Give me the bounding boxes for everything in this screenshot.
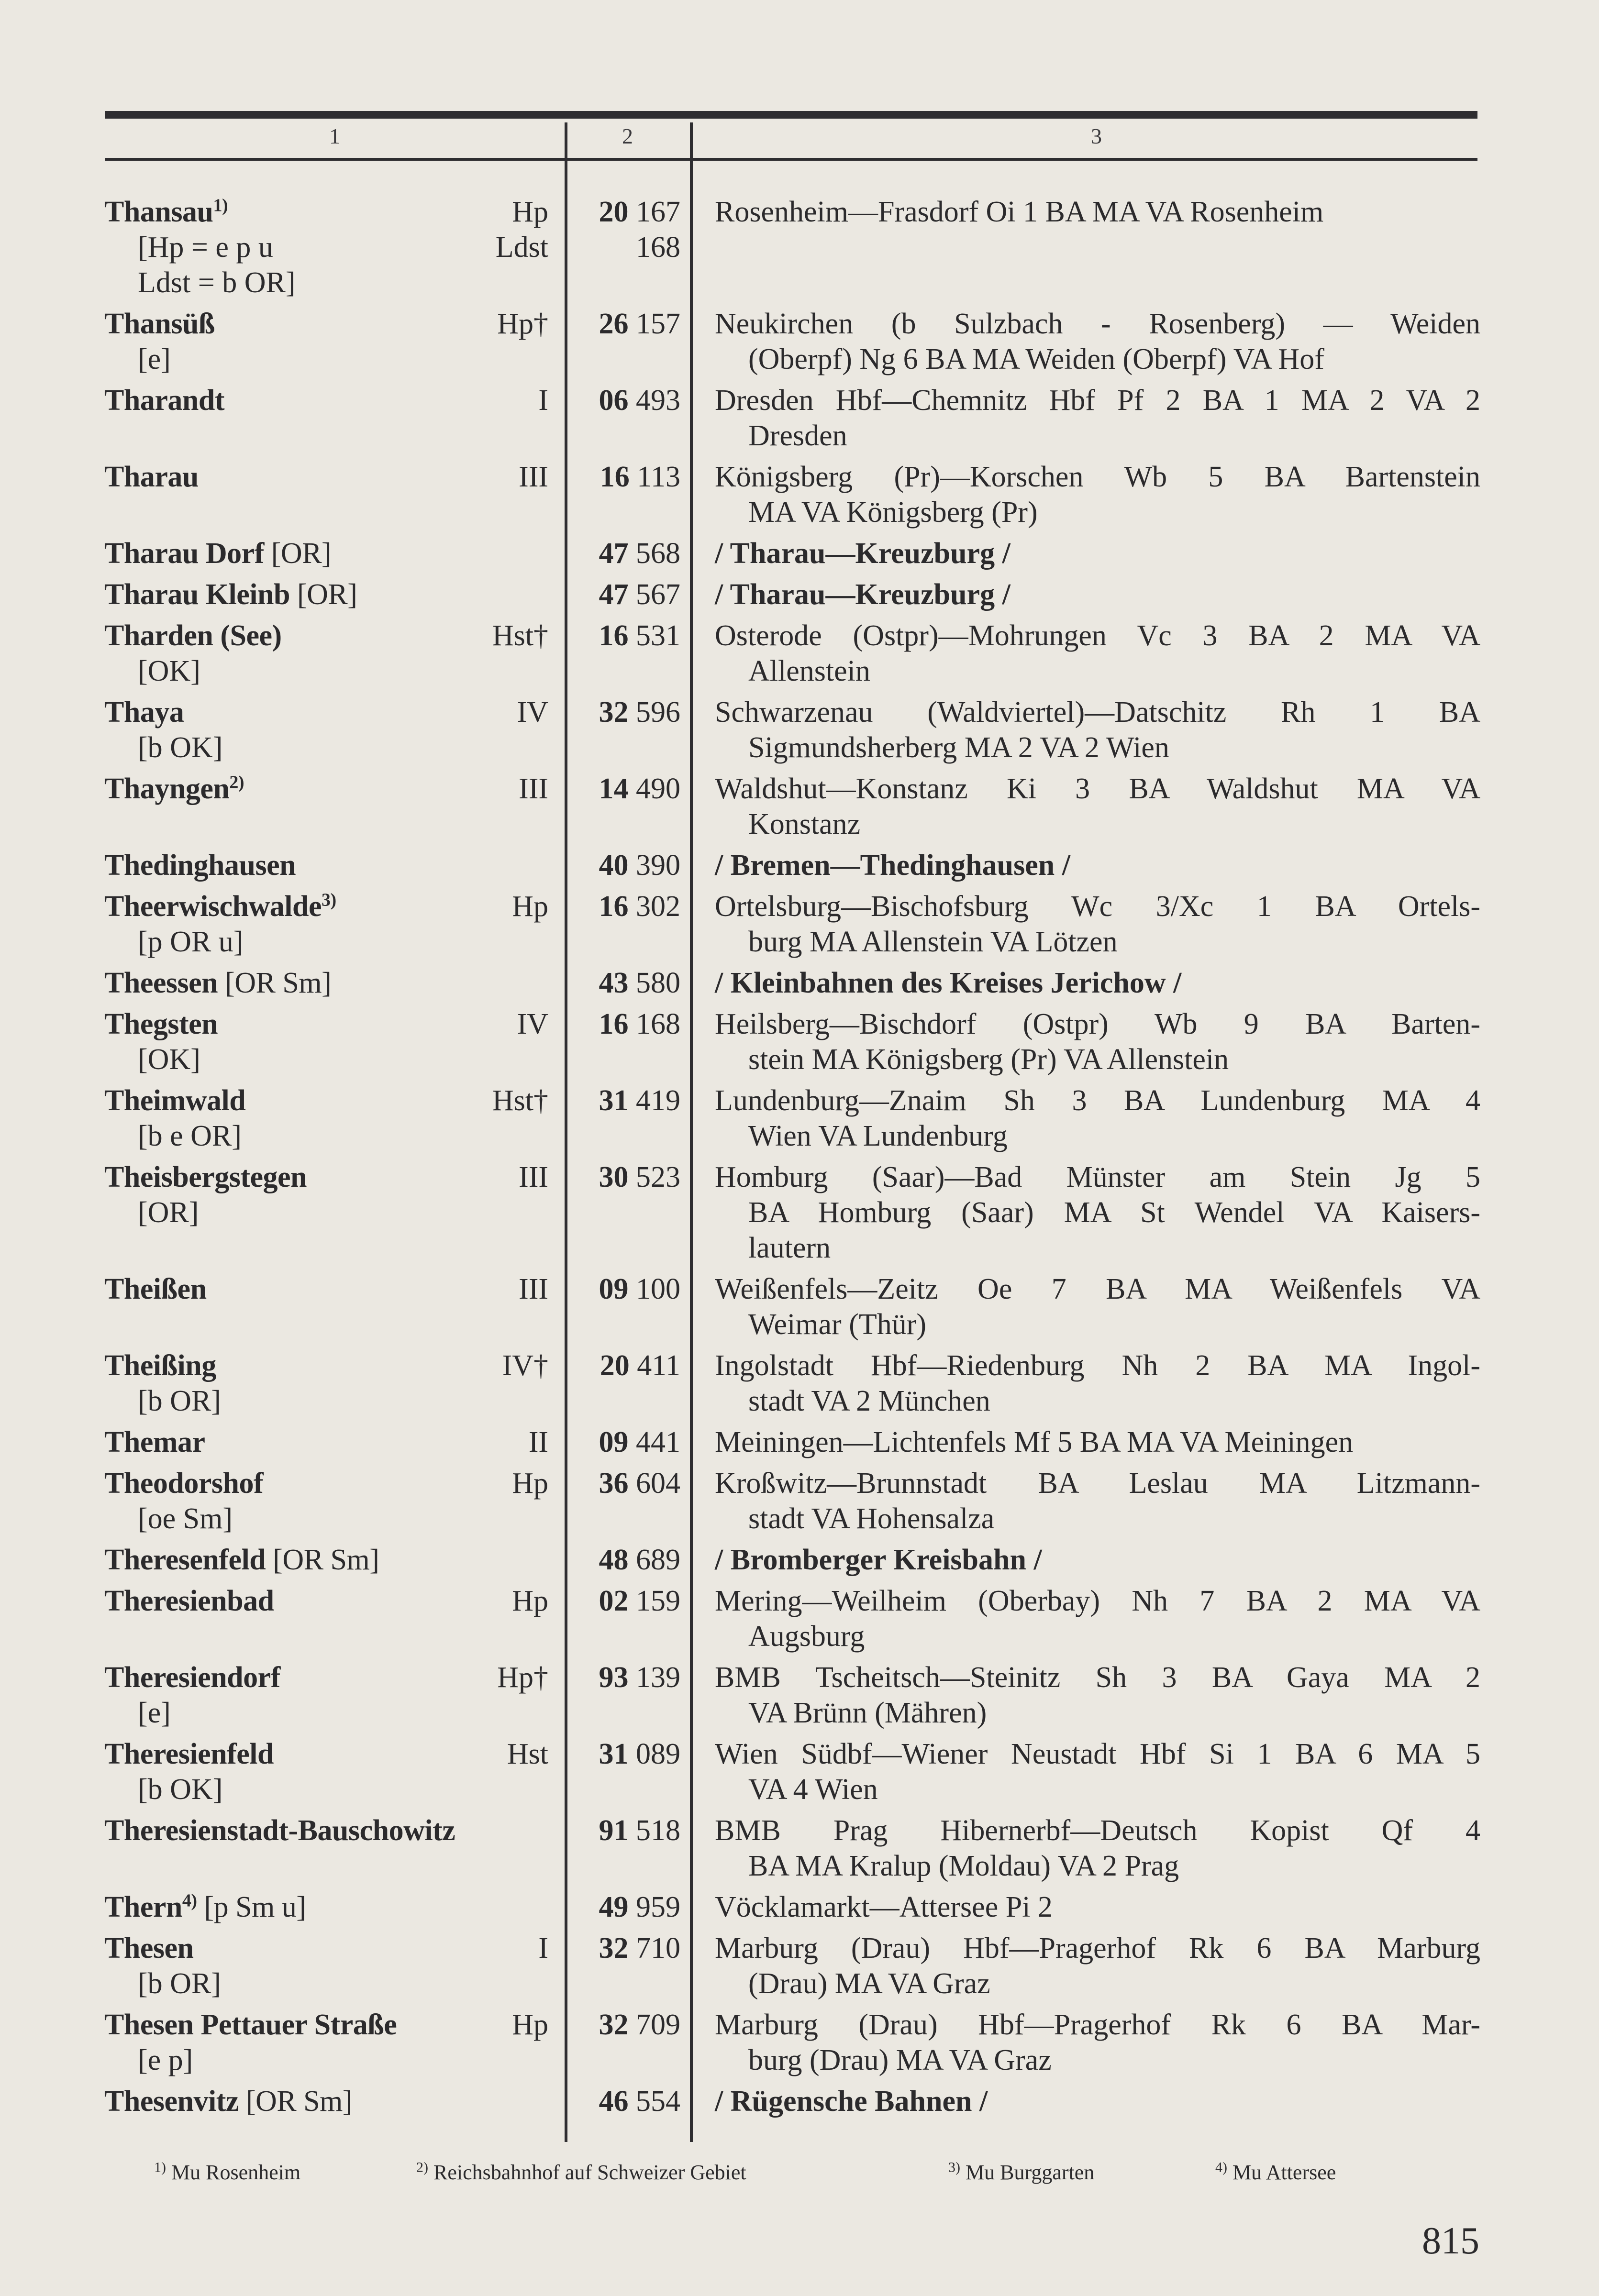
route-description: / Rügensche Bahnen / — [715, 2085, 988, 2118]
station-number: 31 419 — [599, 1084, 680, 1117]
station-remark: [OK] — [138, 1043, 200, 1076]
station-class: II — [528, 1426, 548, 1458]
station-name-text: Tharau — [104, 461, 199, 493]
route-description-continued: (Oberpf) Ng 6 BA MA Weiden (Oberpf) VA Hof — [748, 343, 1324, 375]
route-description: Meiningen—Lichtenfels Mf 5 BA MA VA Meiningen — [715, 1426, 1354, 1458]
station-name — [104, 965, 331, 1001]
footnote-4: $^{4)}$ Mu Attersee — [1215, 2159, 1336, 2184]
station-name-text: Thansüß — [104, 308, 215, 340]
station-remark: [p Sm u] — [197, 1891, 306, 1923]
route-description: Mering—Weilheim (Oberbay) Nh 7 BA 2 MA VA — [715, 1585, 1480, 1617]
station-remark: [oe Sm] — [138, 1502, 233, 1535]
route-description-continued: MA VA Königsberg (Pr) — [748, 496, 1038, 529]
route-description-continued: stein MA Königsberg (Pr) VA Allenstein — [748, 1043, 1229, 1076]
route-description-continued: stadt VA 2 München — [748, 1385, 990, 1417]
station-number: 91 518 — [599, 1814, 680, 1847]
route-description-continued: Augsburg — [748, 1620, 865, 1653]
footnote-mark: 3) — [322, 890, 336, 910]
footnote-mark: 2) — [229, 772, 244, 793]
route-description: Ingolstadt Hbf—Riedenburg Nh 2 BA MA Ingol- — [715, 1349, 1480, 1382]
station-number: 14 490 — [599, 773, 680, 805]
station-name — [104, 1583, 274, 1619]
route-description-continued: BA Homburg (Saar) MA St Wendel VA Kaisers- — [748, 1196, 1480, 1229]
station-name — [104, 2084, 352, 2119]
route-description: / Bremen—Thedinghausen / — [715, 849, 1071, 882]
station-name — [104, 695, 184, 730]
station-number: 43 580 — [599, 967, 680, 999]
station-name — [104, 2007, 397, 2042]
route-description: Ortelsburg—Bischofsburg Wc 3/Xc 1 BA Ortels- — [715, 890, 1480, 923]
station-name-text: Themar — [104, 1426, 205, 1458]
route-description: BMB Prag Hibernerbf—Deutsch Kopist Qf 4 — [715, 1814, 1480, 1847]
station-name — [104, 536, 331, 571]
route-description-continued: VA Brünn (Mähren) — [748, 1697, 987, 1729]
station-name-text: Thaya — [104, 696, 184, 729]
station-name-text: Theresiendorf — [104, 1661, 280, 1694]
page-number: 815 — [1422, 2220, 1479, 2262]
station-class: III — [519, 1161, 548, 1193]
route-description: / Kleinbahnen des Kreises Jerichow / — [715, 967, 1182, 999]
station-name-text: Theerwischwalde — [104, 890, 322, 923]
station-number: 26 157 — [599, 308, 680, 340]
station-remark: [OR] — [138, 1196, 199, 1229]
route-description: BMB Tscheitsch—Steinitz Sh 3 BA Gaya MA 2 — [715, 1661, 1480, 1694]
station-number: 32 709 — [599, 2009, 680, 2041]
station-name — [104, 1424, 205, 1460]
station-name — [104, 1889, 306, 1925]
route-description: Marburg (Drau) Hbf—Pragerhof Rk 6 BA Marburg — [715, 1932, 1480, 1965]
route-description: Waldshut—Konstanz Ki 3 BA Waldshut MA VA — [715, 773, 1480, 805]
route-description: Osterode (Ostpr)—Mohrungen Vc 3 BA 2 MA VA — [715, 619, 1480, 652]
column-header-3: 3 — [1091, 124, 1102, 148]
station-class: I — [538, 1932, 548, 1965]
station-name-text: Thesen Pettauer Straße — [104, 2009, 397, 2041]
station-name-text: Theimwald — [104, 1084, 246, 1117]
station-number: 32 710 — [599, 1932, 680, 1965]
station-name-text: Theisbergstegen — [104, 1161, 307, 1193]
station-name-text: Theodorshof — [104, 1467, 264, 1500]
station-class: III — [519, 1273, 548, 1305]
station-class: Hst† — [492, 619, 548, 652]
station-name-text: Tharau Kleinb — [104, 578, 290, 611]
station-number: 09 441 — [599, 1426, 680, 1458]
station-remark: [b OK] — [138, 1773, 223, 1806]
station-remark: [Hp = e p u — [138, 231, 273, 264]
station-number: 30 523 — [599, 1161, 680, 1193]
station-name-text: Theresienbad — [104, 1585, 274, 1617]
footnote-1: $^{1)}$ Mu Rosenheim — [154, 2159, 301, 2184]
station-name — [104, 618, 282, 653]
station-name — [104, 1083, 245, 1118]
route-description: Schwarzenau (Waldviertel)—Datschitz Rh 1 BA — [715, 696, 1480, 729]
station-name — [104, 459, 199, 495]
station-name — [104, 848, 296, 883]
station-class: I — [538, 384, 548, 417]
route-description: / Bromberger Kreisbahn / — [715, 1544, 1042, 1576]
station-class: Hst — [507, 1738, 548, 1770]
station-remark: [b OR] — [138, 1385, 221, 1417]
route-description: Lundenburg—Znaim Sh 3 BA Lundenburg MA 4 — [715, 1084, 1480, 1117]
station-number: 16 531 — [599, 619, 680, 652]
station-name — [104, 1813, 455, 1848]
station-name-text: Thesen — [104, 1932, 194, 1965]
station-name-text: Thedinghausen — [104, 849, 296, 882]
station-class: Hp — [512, 1585, 548, 1617]
station-class: IV — [517, 1008, 548, 1040]
station-remark: [b e OR] — [138, 1120, 242, 1152]
station-class: Hp — [512, 2009, 548, 2041]
station-name — [104, 383, 224, 418]
route-description: / Tharau—Kreuzburg / — [715, 537, 1010, 570]
station-number: 20 167 — [599, 196, 680, 228]
route-description-continued: VA 4 Wien — [748, 1773, 878, 1806]
route-description: Wien Südbf—Wiener Neustadt Hbf Si 1 BA 6 MA 5 — [715, 1738, 1480, 1770]
station-name — [104, 1736, 274, 1772]
route-description-continued: Sigmundsherberg MA 2 VA 2 Wien — [748, 731, 1169, 764]
station-name — [104, 889, 336, 924]
station-name — [104, 1348, 216, 1383]
station-number: 40 390 — [599, 849, 680, 882]
column-header-1: 1 — [329, 124, 340, 148]
station-name-text: Theessen — [104, 967, 218, 999]
station-name-text: Thayngen — [104, 773, 230, 805]
station-name — [104, 1159, 307, 1195]
station-class: Hp — [512, 1467, 548, 1500]
route-description: Vöcklamarkt—Attersee Pi 2 — [715, 1891, 1053, 1923]
route-description: Königsberg (Pr)—Korschen Wb 5 BA Bartenstein — [715, 461, 1480, 493]
route-description-continued: Wien VA Lundenburg — [748, 1120, 1008, 1152]
route-description: Rosenheim—Frasdorf Oi 1 BA MA VA Rosenheim — [715, 196, 1324, 228]
route-description-continued: BA MA Kralup (Moldau) VA 2 Prag — [748, 1850, 1179, 1882]
station-remark: [e] — [138, 1697, 171, 1729]
station-name-text: Thesenvitz — [104, 2085, 239, 2118]
route-description-continued: Konstanz — [748, 808, 861, 840]
station-name — [104, 1006, 218, 1042]
station-number: 36 604 — [599, 1467, 680, 1500]
station-name-text: Tharandt — [104, 384, 224, 417]
station-class: IV† — [502, 1349, 548, 1382]
station-name — [104, 306, 215, 342]
footnote-3: $^{3)}$ Mu Burggarten — [948, 2159, 1095, 2184]
station-number: 32 596 — [599, 696, 680, 729]
station-number: 09 100 — [599, 1273, 680, 1305]
footnote-mark: 4) — [182, 1890, 197, 1911]
route-description: Heilsberg—Bischdorf (Ostpr) Wb 9 BA Barten- — [715, 1008, 1480, 1040]
station-class: III — [519, 773, 548, 805]
station-remark: [OR] — [290, 578, 357, 611]
station-name-text: Theißen — [104, 1273, 207, 1305]
route-description: / Tharau—Kreuzburg / — [715, 578, 1010, 611]
footnote-2: $^{2)}$ Reichsbahnhof auf Schweizer Gebiet — [416, 2159, 746, 2184]
station-name — [104, 1931, 193, 1966]
station-class: Hst† — [492, 1084, 548, 1117]
station-number: 16 168 — [599, 1008, 680, 1040]
station-name-text: Theresienstadt-Bauschowitz — [104, 1814, 455, 1847]
station-remark: [e p] — [138, 2044, 193, 2076]
station-name — [104, 1660, 280, 1695]
station-number: 93 139 — [599, 1661, 680, 1694]
station-name-text: Thegsten — [104, 1008, 218, 1040]
station-number: 49 959 — [599, 1891, 680, 1923]
route-description-continued: Weimar (Thür) — [748, 1308, 926, 1341]
station-remark: [p OR u] — [138, 926, 244, 958]
station-name — [104, 771, 244, 806]
station-remark: [e] — [138, 343, 171, 375]
station-class: IV — [517, 696, 548, 729]
station-remark: [OR Sm] — [238, 2085, 353, 2118]
route-description-continued: burg (Drau) MA VA Graz — [748, 2044, 1052, 2076]
station-name — [104, 1466, 263, 1501]
route-description: Marburg (Drau) Hbf—Pragerhof Rk 6 BA Mar- — [715, 2009, 1480, 2041]
station-remark: [OR Sm] — [266, 1544, 379, 1576]
station-name-text: Tharau Dorf — [104, 537, 264, 570]
route-description: Neukirchen (b Sulzbach - Rosenberg) — Weiden — [715, 308, 1480, 340]
station-name — [104, 577, 357, 612]
station-remark: [OR Sm] — [218, 967, 332, 999]
station-remark: Ldst = b OR] — [138, 266, 296, 299]
station-remark: [b OK] — [138, 731, 223, 764]
station-class: Hp — [512, 890, 548, 923]
station-name-text: Thern — [104, 1891, 182, 1923]
station-number: 47 568 — [599, 537, 680, 570]
station-name-text: Thansau — [104, 196, 213, 228]
station-class: Hp† — [497, 308, 548, 340]
station-name — [104, 194, 228, 230]
route-description-continued: stadt VA Hohensalza — [748, 1502, 995, 1535]
route-description: Homburg (Saar)—Bad Münster am Stein Jg 5 — [715, 1161, 1480, 1193]
station-name-text: Tharden (See) — [104, 619, 282, 652]
station-remark: [b OR] — [138, 1967, 221, 2000]
station-class: Hp† — [497, 1661, 548, 1694]
route-description: Weißenfels—Zeitz Oe 7 BA MA Weißenfels VA — [715, 1273, 1480, 1305]
station-number: 06 493 — [599, 384, 680, 417]
station-name — [104, 1271, 207, 1307]
footnote-mark: 1) — [213, 195, 228, 216]
station-number: 16 302 — [599, 890, 680, 923]
route-description-continued: Dresden — [748, 419, 847, 452]
station-number: 02 159 — [599, 1585, 680, 1617]
station-name-text: Theresienfeld — [104, 1738, 274, 1770]
station-class: Hp — [512, 196, 548, 228]
station-name — [104, 1542, 379, 1578]
station-name-text: Theißing — [104, 1349, 216, 1382]
station-remark: [OK] — [138, 655, 200, 687]
station-number: 31 089 — [599, 1738, 680, 1770]
route-description: Kroßwitz—Brunnstadt BA Leslau MA Litzmann- — [715, 1467, 1480, 1500]
column-header-2: 2 — [622, 124, 633, 148]
route-description: Dresden Hbf—Chemnitz Hbf Pf 2 BA 1 MA 2 VA 2 — [715, 384, 1480, 417]
route-description-continued: burg MA Allenstein VA Lötzen — [748, 926, 1118, 958]
station-number: 20 411 — [600, 1349, 680, 1382]
station-number: 48 689 — [599, 1544, 680, 1576]
station-number: 47 567 — [599, 578, 680, 611]
route-description-continued: Allenstein — [748, 655, 870, 687]
route-description-continued: lautern — [748, 1232, 831, 1264]
station-class-secondary: Ldst — [495, 231, 548, 264]
route-description-continued: (Drau) MA VA Graz — [748, 1967, 990, 2000]
station-number-secondary: 168 — [636, 231, 680, 264]
station-number: 16 113 — [600, 461, 680, 493]
station-class: III — [519, 461, 548, 493]
station-number: 46 554 — [599, 2085, 680, 2118]
station-name-text: Theresenfeld — [104, 1544, 266, 1576]
station-remark: [OR] — [264, 537, 332, 570]
